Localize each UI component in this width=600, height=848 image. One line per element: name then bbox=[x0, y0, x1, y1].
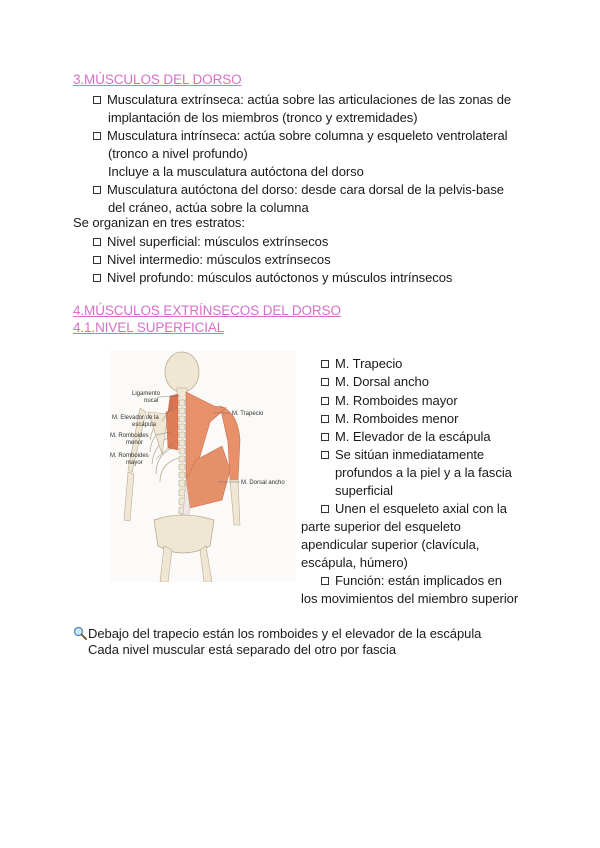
checkbox-icon bbox=[93, 132, 101, 140]
list-item-continuation: apendicular superior (clavícula, bbox=[301, 537, 480, 552]
list-item-continuation: superficial bbox=[335, 483, 393, 498]
label-dorsal-ancho: M. Dorsal ancho bbox=[241, 480, 285, 486]
checkbox-icon bbox=[321, 397, 329, 405]
rhomboids bbox=[166, 408, 178, 450]
list-item: Musculatura intrínseca: actúa sobre columna y esqueleto ventrolateral bbox=[93, 127, 508, 145]
list-item: M. Elevador de la escápula bbox=[321, 428, 491, 446]
list-item: Nivel intermedio: músculos extrínsecos bbox=[93, 251, 331, 269]
section-3-title: 3.MÚSCULOS DEL DORSO bbox=[73, 72, 242, 87]
label-ligamento-nucal-2: nucal bbox=[144, 398, 159, 404]
label-romboides-menor-2: menor bbox=[126, 440, 144, 446]
label-romboides-mayor-2: mayor bbox=[126, 460, 143, 466]
list-item-continuation: implantación de los miembros (tronco y extremidades) bbox=[108, 110, 418, 125]
checkbox-icon bbox=[93, 256, 101, 264]
checkbox-icon bbox=[321, 378, 329, 386]
list-item: M. Romboides mayor bbox=[321, 392, 458, 410]
checkbox-icon bbox=[321, 505, 329, 513]
checkbox-icon bbox=[321, 577, 329, 585]
list-item: M. Trapecio bbox=[321, 355, 402, 373]
list-item: M. Dorsal ancho bbox=[321, 373, 429, 391]
list-item: Función: están implicados en bbox=[321, 572, 502, 590]
list-item-continuation: parte superior del esqueleto bbox=[301, 519, 461, 534]
label-romboides-mayor: M. Romboides bbox=[110, 453, 149, 459]
label-elevador: M. Elevador de la bbox=[112, 415, 159, 421]
list-item-continuation: escápula, húmero) bbox=[301, 555, 408, 570]
label-trapecio: M. Trapecio bbox=[232, 411, 264, 417]
list-item: Nivel superficial: músculos extrínsecos bbox=[93, 233, 328, 251]
label-romboides-menor: M. Romboides bbox=[110, 433, 149, 439]
back-muscles-illustration bbox=[110, 350, 296, 582]
checkbox-icon bbox=[321, 433, 329, 441]
checkbox-icon bbox=[93, 96, 101, 104]
list-item: Musculatura autóctona del dorso: desde cara dorsal de la pelvis-base bbox=[93, 181, 504, 199]
label-elevador-2: escápula bbox=[132, 422, 157, 428]
footer-note-2: Cada nivel muscular está separado del otro por fascia bbox=[88, 642, 397, 657]
section-4-title: 4.MÚSCULOS EXTRÍNSECOS DEL DORSO bbox=[73, 303, 341, 318]
list-item: Musculatura extrínseca: actúa sobre las articulaciones de las zonas de bbox=[93, 91, 511, 109]
list-item: Se sitúan inmediatamente bbox=[321, 446, 484, 464]
list-item: Nivel profundo: músculos autóctonos y músculos intrínsecos bbox=[93, 269, 452, 287]
skull bbox=[165, 352, 199, 392]
list-item: M. Romboides menor bbox=[321, 410, 458, 428]
list-item-continuation: los movimientos del miembro superior bbox=[301, 591, 519, 606]
strata-intro: Se organizan en tres estratos: bbox=[73, 215, 245, 230]
checkbox-icon bbox=[93, 274, 101, 282]
list-item: Unen el esqueleto axial con la bbox=[321, 500, 507, 518]
checkbox-icon bbox=[321, 451, 329, 459]
list-item-continuation: del cráneo, actúa sobre la columna bbox=[108, 200, 309, 215]
list-item-continuation: profundos a la piel y a la fascia bbox=[335, 465, 512, 480]
checkbox-icon bbox=[93, 186, 101, 194]
checkbox-icon bbox=[321, 415, 329, 423]
list-item-continuation: Incluye a la musculatura autóctona del dorso bbox=[108, 164, 364, 179]
checkbox-icon bbox=[93, 238, 101, 246]
footer-note: Debajo del trapecio están los romboides y el elevador de la escápula bbox=[73, 625, 481, 643]
checkbox-icon bbox=[321, 360, 329, 368]
label-ligamento-nucal: Ligamento bbox=[132, 391, 161, 397]
list-item-continuation: (tronco a nivel profundo) bbox=[108, 146, 248, 161]
section-4-1-subtitle: 4.1.NIVEL SUPERFICIAL bbox=[73, 320, 225, 335]
magnifier-icon bbox=[73, 626, 87, 640]
